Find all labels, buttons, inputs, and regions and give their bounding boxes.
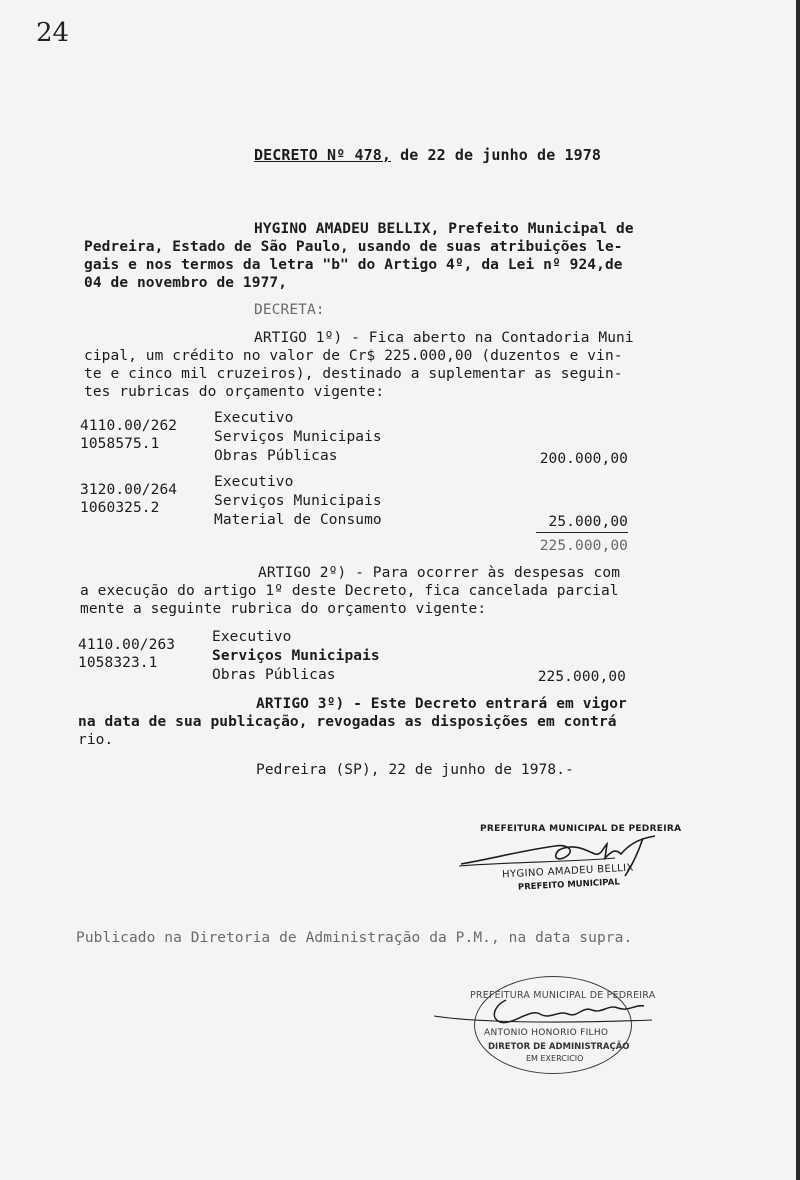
publication-note: Publicado na Diretoria de Administração da P.M., na data supra. <box>76 930 633 946</box>
rubric-desc: Obras Públicas <box>214 448 338 464</box>
stamp-role: EM EXERCICIO <box>526 1054 584 1063</box>
rubric-code: 4110.00/262 <box>80 418 178 434</box>
artigo2-line-1: ARTIGO 2º) - Para ocorrer às despesas com <box>258 565 621 581</box>
artigo1-line-3: te e cinco mil cruzeiros), destinado a suplementar as seguin- <box>84 366 623 382</box>
stamp-org: PREFEITURA MUNICIPAL DE PEDREIRA <box>480 824 682 834</box>
artigo2-line-2: a execução do artigo 1º deste Decreto, fica cancelada parcial <box>80 583 619 599</box>
stamp-role: PREFEITO MUNICIPAL <box>517 877 621 893</box>
rubric-code: 3120.00/264 <box>80 482 178 498</box>
preamble-line-2: Pedreira, Estado de São Paulo, usando de suas atribuições le- <box>84 239 623 255</box>
preamble-line-1: HYGINO AMADEU BELLIX, Prefeito Municipal de <box>254 221 634 237</box>
preamble-line-3: gais e nos termos da letra "b" do Artigo 4º, da Lei nº 924,de <box>84 257 623 273</box>
rubric-amount: 200.000,00 <box>539 451 628 467</box>
rubric-subcode: 1060325.2 <box>80 500 160 516</box>
artigo2-line-3: mente a seguinte rubrica do orçamento vigente: <box>80 601 487 617</box>
sum-underline <box>536 532 628 533</box>
rubrics-total: 225.000,00 <box>539 538 628 554</box>
artigo1-line-4: tes rubricas do orçamento vigente: <box>84 384 385 400</box>
rubric-desc: Serviços Municipais <box>214 429 382 445</box>
rubric-desc: Executivo <box>212 629 292 645</box>
rubric-amount: 25.000,00 <box>548 514 628 530</box>
rubric-desc: Executivo <box>214 410 294 426</box>
page-number: 24 <box>36 18 70 48</box>
stamp-name: HYGINO AMADEU BELLIX <box>501 862 635 881</box>
page-edge <box>796 0 800 1180</box>
rubric-code: 4110.00/263 <box>78 637 176 653</box>
decree-date: de 22 de junho de 1978 <box>390 146 601 164</box>
stamp-org: PREFEITURA MUNICIPAL DE PEDREIRA <box>470 990 656 1001</box>
rubric-desc: Serviços Municipais <box>212 648 380 664</box>
artigo3-line-1: ARTIGO 3º) - Este Decreto entrará em vigor <box>256 696 627 712</box>
rubric-subcode: 1058575.1 <box>80 436 160 452</box>
place-date: Pedreira (SP), 22 de junho de 1978.- <box>256 762 574 778</box>
rubric-desc: Executivo <box>214 474 294 490</box>
artigo3-line-3: rio. <box>78 732 114 748</box>
rubric-desc: Serviços Municipais <box>214 493 382 509</box>
decree-title <box>254 146 601 164</box>
artigo1-line-2: cipal, um crédito no valor de Cr$ 225.000,00 (duzentos e vin- <box>84 348 623 364</box>
artigo3-line-2: na data de sua publicação, revogadas as disposições em contrá <box>78 714 617 730</box>
rubric-amount: 225.000,00 <box>537 669 626 685</box>
rubric-subcode: 1058323.1 <box>78 655 158 671</box>
stamp-name: ANTONIO HONORIO FILHO <box>484 1028 609 1038</box>
artigo1-line-1: ARTIGO 1º) - Fica aberto na Contadoria Muni <box>254 330 634 346</box>
director-signature <box>432 996 657 1032</box>
preamble-line-4: 04 de novembro de 1977, <box>84 275 288 291</box>
stamp-role: DIRETOR DE ADMINISTRAÇÃO <box>488 1042 630 1052</box>
rubric-desc: Obras Públicas <box>212 667 336 683</box>
decree-number: DECRETO Nº 478, <box>254 146 391 164</box>
rubric-desc: Material de Consumo <box>214 512 382 528</box>
decreta-heading: DECRETA: <box>254 302 325 318</box>
